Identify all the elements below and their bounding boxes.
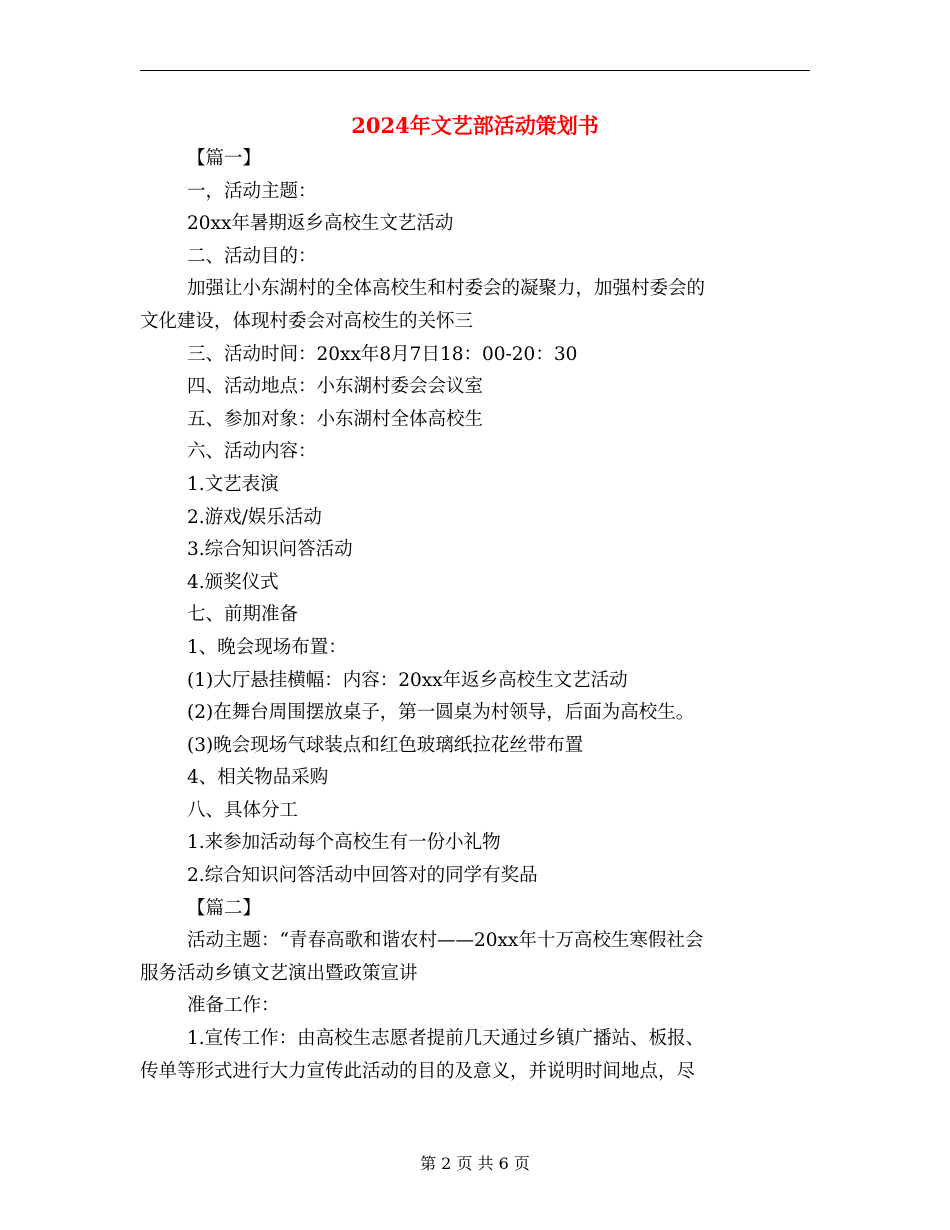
paragraph-line: 2.综合知识问答活动中回答对的同学有奖品 xyxy=(187,865,538,887)
paragraph-line: (3)晚会现场气球装点和红色玻璃纸拉花丝带布置 xyxy=(187,734,584,756)
paragraph-line: 【篇一】 xyxy=(187,148,262,169)
paragraph-line: 1、晚会现场布置： xyxy=(187,636,347,658)
paragraph-line: 文化建设，体现村委会对高校生的关怀三 xyxy=(140,310,474,332)
paragraph-line: 加强让小东湖村的全体高校生和村委会的凝聚力，加强村委会的 xyxy=(187,278,706,300)
paragraph-line: 1.来参加活动每个高校生有一份小礼物 xyxy=(187,832,501,854)
paragraph-line: 准备工作： xyxy=(187,995,280,1017)
paragraph-line: 五、参加对象：小东湖村全体高校生 xyxy=(187,408,484,430)
paragraph-line: 3.综合知识问答活动 xyxy=(187,539,353,561)
paragraph-line: 六、活动内容： xyxy=(187,441,317,463)
paragraph-line: (2)在舞台周围摆放桌子，第一圆桌为村领导，后面为高校生。 xyxy=(187,702,695,724)
paragraph-line: 20xx年暑期返乡高校生文艺活动 xyxy=(187,213,454,235)
paragraph-line: 活动主题：“青春高歌和谐农村——20xx年十万高校生寒假社会 xyxy=(187,930,704,952)
paragraph-line: 1.文艺表演 xyxy=(187,473,279,495)
paragraph-line: 传单等形式进行大力宣传此活动的目的及意义，并说明时间地点，尽 xyxy=(140,1060,696,1082)
paragraph-line: 服务活动乡镇文艺演出暨政策宣讲 xyxy=(140,962,418,984)
paragraph-line: 【篇二】 xyxy=(187,897,262,919)
paragraph-line: 4.颁奖仪式 xyxy=(187,571,279,593)
paragraph-line: 2.游戏/娱乐活动 xyxy=(187,506,322,528)
page-footer: 第 2 页 共 6 页 xyxy=(420,1154,530,1173)
header-rule xyxy=(140,70,810,71)
paragraph-line: (1)大厅悬挂横幅：内容：20xx年返乡高校生文艺活动 xyxy=(187,669,628,691)
paragraph-line: 二、活动目的： xyxy=(187,245,317,267)
document-body xyxy=(140,143,810,1088)
paragraph-line: 一，活动主题： xyxy=(187,180,317,202)
paragraph-line: 三、活动时间：20xx年8月7日18：00-20：30 xyxy=(187,343,578,365)
paragraph-line: 四、活动地点：小东湖村委会会议室 xyxy=(187,376,484,398)
paragraph-line: 4、相关物品采购 xyxy=(187,767,329,789)
paragraph-line: 1.宣传工作：由高校生志愿者提前几天通过乡镇广播站、板报、 xyxy=(187,1028,705,1050)
paragraph-line: 七、前期准备 xyxy=(187,604,299,626)
paragraph-line: 八、具体分工 xyxy=(187,799,299,821)
document-title: 2024年文艺部活动策划书 xyxy=(351,113,599,138)
